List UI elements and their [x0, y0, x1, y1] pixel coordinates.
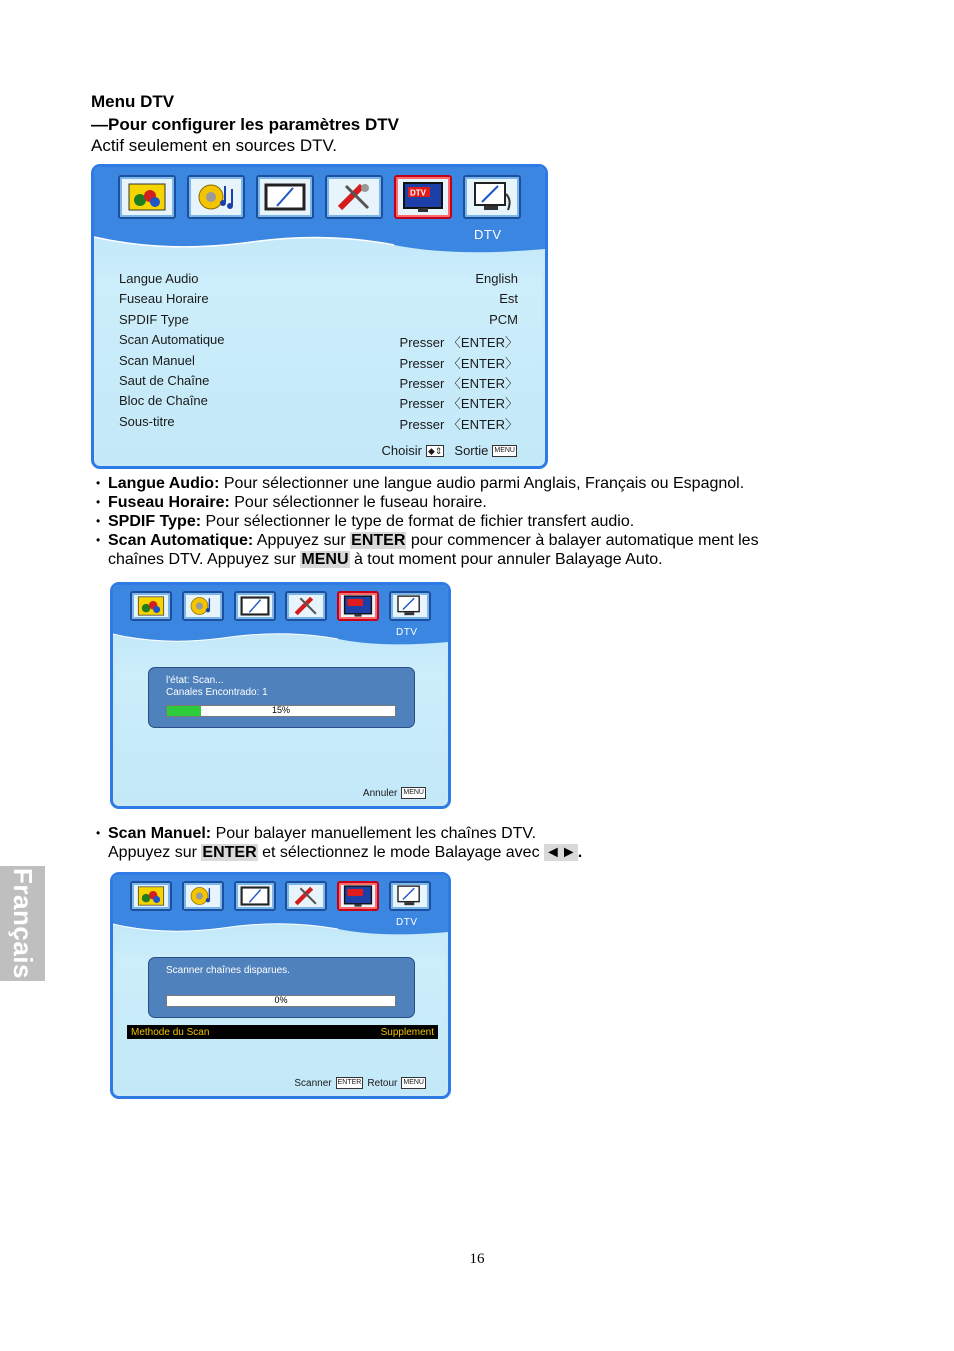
pc-monitor-icon[interactable] [389, 591, 431, 621]
dtv-icon[interactable] [337, 591, 379, 621]
scan-method-selector[interactable] [127, 1025, 438, 1039]
page-number: 16 [469, 1251, 485, 1267]
progress-percent: 15% [271, 705, 290, 715]
menu-icon-bar [113, 585, 448, 627]
left-right-arrows-icon: ◄► [545, 844, 577, 861]
cancel-hint: Annuler [362, 787, 398, 799]
manual-scan-description [96, 824, 582, 862]
menu-row-scan-automatique[interactable]: Scan Automatique Presser 〈ENTER〉 [119, 332, 518, 350]
sound-icon[interactable] [182, 591, 224, 621]
menu-icon-bar [94, 167, 545, 227]
channels-found-text: Canales Encontrado: 1 [166, 687, 268, 698]
menu-row-spdif-type[interactable]: SPDIF Type PCM [119, 312, 518, 327]
scan-progress-bar [166, 705, 396, 717]
list-item: • Scan Manuel: Pour balayer manuellement les chaînes DTV. Appuyez sur ENTER et sélectionnez le mode Balayage avec ◄►. [96, 824, 582, 862]
enter-key-label: ENTER [351, 532, 406, 549]
manual-footer-hints [294, 1077, 426, 1089]
picture-icon[interactable] [130, 591, 172, 621]
menu-row-fuseau-horaire[interactable]: Fuseau Horaire Est [119, 291, 518, 306]
menu-tab-label: DTV [396, 917, 418, 928]
choose-hint: Choisir [381, 443, 422, 458]
menu-row-sous-titre[interactable]: Sous-titre Presser 〈ENTER〉 [119, 414, 518, 432]
section-subtitle: —Pour configurer les paramètres DTV [91, 115, 399, 134]
menu-tab-label: DTV [396, 627, 418, 638]
menu-key-icon: MENU [401, 1077, 426, 1089]
section-note: Actif seulement en sources DTV. [91, 136, 337, 155]
screen-icon[interactable] [256, 175, 314, 219]
list-item: • Fuseau Horaire: Pour sélectionner le fuseau horaire. [96, 493, 759, 512]
screen-icon[interactable] [234, 881, 276, 911]
menu-icon-bar [113, 875, 448, 917]
list-item: • Langue Audio: Pour sélectionner une langue audio parmi Anglais, Français ou Espagnol. [96, 474, 759, 493]
pc-monitor-icon[interactable] [389, 881, 431, 911]
settings-description-list [96, 474, 759, 569]
menu-row-bloc-de-chaine[interactable]: Bloc de Chaîne Presser 〈ENTER〉 [119, 393, 518, 411]
section-title: Menu DTV [91, 92, 175, 111]
picture-icon[interactable] [130, 881, 172, 911]
scan-status-dialog [148, 667, 415, 728]
tools-icon[interactable] [285, 881, 327, 911]
svg-text:DTV: DTV [410, 188, 427, 198]
auto-scan-panel [110, 582, 451, 809]
manual-scan-panel [110, 872, 451, 1099]
exit-hint: Sortie [454, 443, 489, 458]
pc-monitor-icon[interactable] [463, 175, 521, 219]
tools-icon[interactable] [285, 591, 327, 621]
arrow-keys-icon: ◆⇕ [427, 445, 443, 456]
menu-row-langue-audio[interactable]: Langue Audio English [119, 271, 518, 286]
dtv-menu-panel [91, 164, 548, 469]
manual-scan-dialog [148, 957, 415, 1018]
scan-method-value: Supplement [380, 1026, 434, 1038]
cancel-hint-group [363, 787, 426, 799]
screen-icon[interactable] [234, 591, 276, 621]
menu-footer-hints [381, 443, 517, 458]
list-item: • SPDIF Type: Pour sélectionner le type de format de fichier transfert audio. [96, 512, 759, 531]
dtv-icon[interactable] [337, 881, 379, 911]
scan-status-text: l'état: Scan... [166, 675, 224, 686]
scan-progress-bar [166, 995, 396, 1007]
list-item: • Scan Automatique: Appuyez sur ENTER pour commencer à balayer automatique ment les chaînes DTV. Appuyez sur MENU à tout moment pour annuler Balayage Auto. [96, 531, 759, 569]
menu-key-icon: MENU [492, 445, 517, 457]
language-side-tab: Français [0, 866, 45, 981]
sound-icon[interactable] [187, 175, 245, 219]
progress-percent: 0% [274, 995, 288, 1005]
enter-key-icon: ENTER [336, 1077, 364, 1089]
menu-row-scan-manuel[interactable]: Scan Manuel Presser 〈ENTER〉 [119, 353, 518, 371]
menu-row-saut-de-chaine[interactable]: Saut de Chaîne Presser 〈ENTER〉 [119, 373, 518, 391]
dtv-icon[interactable] [394, 175, 452, 219]
scan-method-label: Methode du Scan [131, 1026, 210, 1038]
scan-hint: Scanner [294, 1077, 332, 1089]
tools-icon[interactable] [325, 175, 383, 219]
menu-tab-label: DTV [474, 227, 502, 242]
sound-icon[interactable] [182, 881, 224, 911]
back-hint: Retour [367, 1077, 398, 1089]
picture-icon[interactable] [118, 175, 176, 219]
scan-status-text: Scanner chaînes disparues. [166, 965, 290, 976]
menu-key-label: MENU [301, 551, 349, 568]
menu-key-icon: MENU [401, 787, 426, 799]
enter-key-label: ENTER [202, 844, 257, 861]
